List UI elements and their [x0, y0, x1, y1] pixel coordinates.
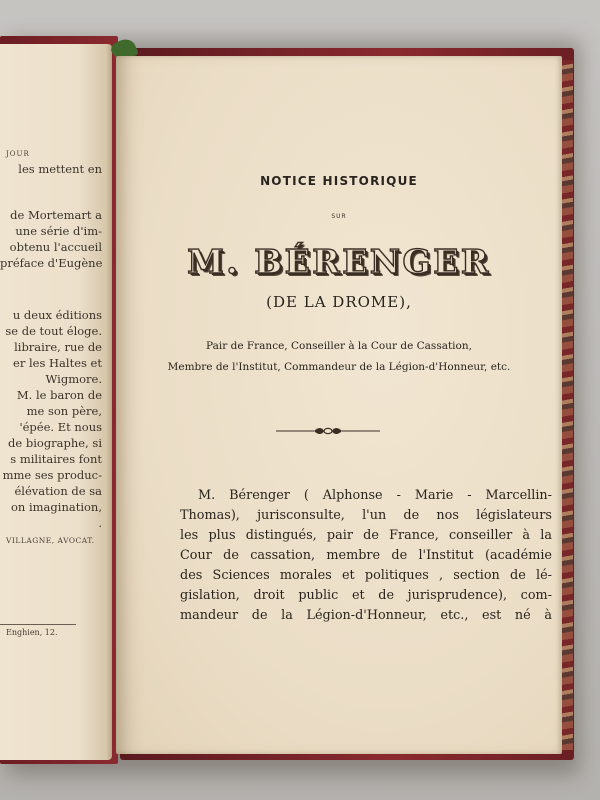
body-line: des Sciences morales et politiques , section de lé- [180, 568, 552, 583]
left-page-line: élévation de sa [14, 484, 102, 498]
body-line: Thomas), jurisconsulte, l'un de nos législateurs [180, 508, 552, 523]
left-page-line: mme ses produc- [2, 468, 102, 482]
left-page-line: me son père, [26, 404, 102, 418]
body-line: les plus distingués, pair de France, conseiller à la [180, 528, 552, 543]
left-page-line: obtenu l'accueil [9, 240, 102, 254]
ornament-divider [276, 426, 380, 436]
subject-titles-line-2: Membre de l'Institut, Commandeur de la Légion-d'Honneur, etc. [167, 361, 511, 373]
subject-name: M. BÉRENGER [187, 242, 491, 281]
left-page-line: libraire, rue de [14, 340, 102, 354]
left-page-footer-rule [0, 624, 76, 625]
left-page-line: . [98, 516, 102, 530]
left-page-line: les mettent en [18, 162, 102, 176]
left-page-signature: VILLAGNE, AVOCAT. [6, 536, 95, 545]
notice-heading: NOTICE HISTORIQUE [260, 174, 418, 188]
left-page-line: 'épée. Et nous [19, 420, 102, 434]
left-page-line: une série d'im- [15, 224, 102, 238]
left-page-line: se de tout éloge. [5, 324, 102, 338]
body-line: gislation, droit public et de jurisprudence), com- [180, 588, 552, 603]
left-page-line: s militaires font [10, 452, 102, 466]
body-line: Cour de cassation, membre de l'Institut (académie [180, 548, 552, 563]
subject-subtitle: (DE LA DROME), [266, 293, 412, 311]
right-page [116, 56, 562, 754]
left-page-header: JOUR [6, 150, 30, 158]
left-page-line: préface d'Eugène [0, 256, 103, 270]
sur-label: SUR [331, 213, 347, 220]
left-page-line: de biographe, si [8, 436, 102, 450]
left-page-line: on imagination, [10, 500, 102, 514]
body-line: mandeur de la Légion-d'Honneur, etc., est né à [180, 608, 552, 623]
left-page-line: er les Haltes et [13, 356, 102, 370]
left-page-line: M. le baron de [16, 388, 102, 402]
left-page-line: u deux éditions [12, 308, 102, 322]
left-page-line: de Mortemart a [10, 208, 102, 222]
left-page-line: Wigmore. [45, 372, 102, 386]
left-page-footer: Enghien, 12. [6, 628, 58, 637]
left-page [0, 44, 112, 760]
subject-titles-line-1: Pair de France, Conseiller à la Cour de Cassation, [206, 340, 472, 352]
body-line: M. Bérenger ( Alphonse - Marie - Marcellin- [198, 488, 552, 503]
body-paragraph [180, 486, 552, 626]
